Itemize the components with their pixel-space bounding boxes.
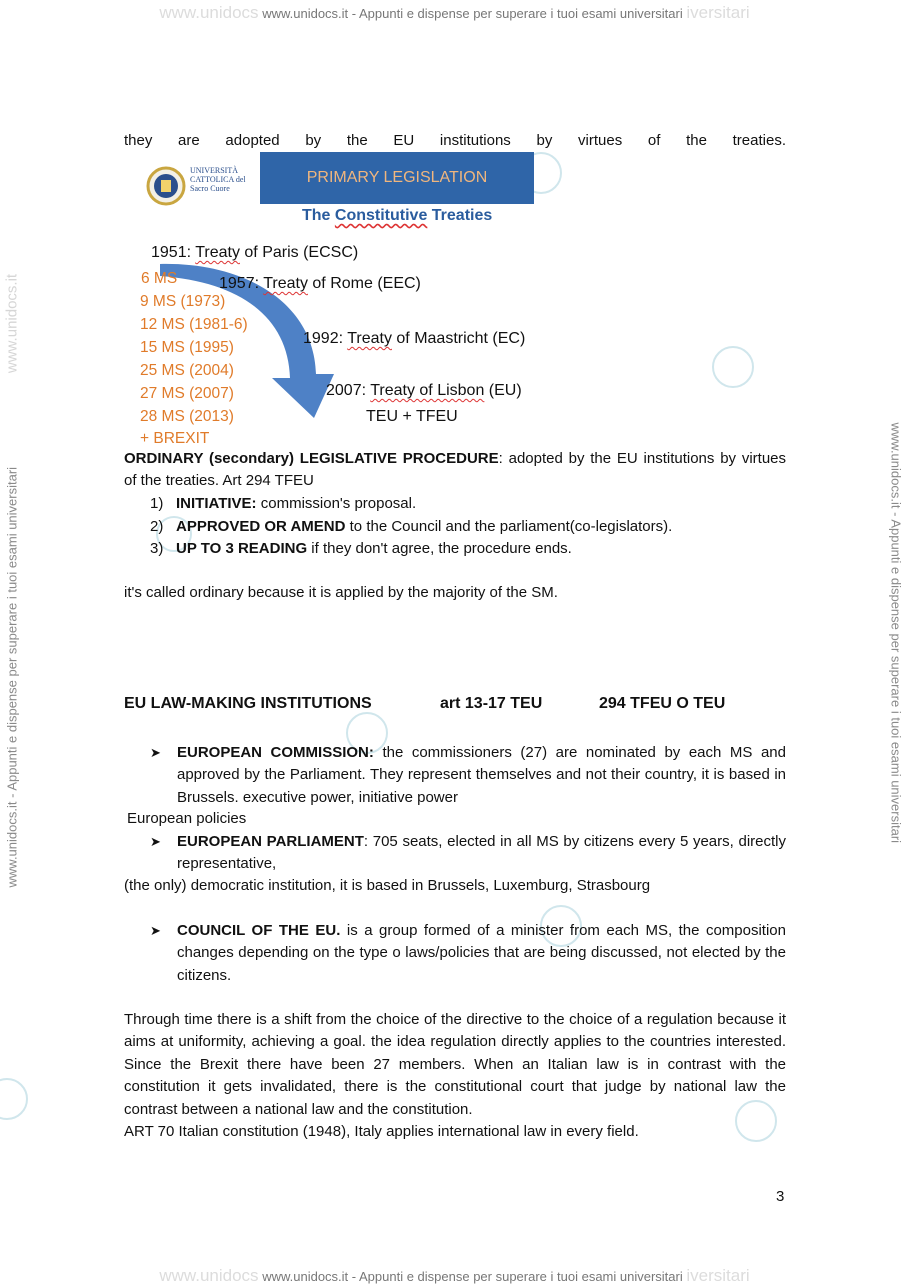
treaty-word: Treaty <box>263 275 308 292</box>
council-bullet <box>150 920 786 987</box>
treaty-rest: of Paris (ECSC) <box>239 244 359 261</box>
procedure-step <box>150 516 672 539</box>
ms-count: 28 MS (2013) <box>140 408 234 425</box>
closing-paragraph: Through time there is a shift from the choice of the directive to the choice of a regulation because it aims at uniformity, achieving a goal. the idea regulation directly applies to the countries interested. Since the Brexit there have been 27 members. When an Italian law is in contrast with the constitution it gets invalidated, there is the constitutional court that judge by national law the contrast between a national law and the constitution. <box>124 1011 786 1118</box>
treaty-rest: of Rome (EEC) <box>307 275 421 292</box>
treaty-year: 2007: <box>326 382 371 399</box>
right-side-watermark <box>889 423 904 883</box>
commission-text: the commissioners (27) are nominated by each MS and approved by the Parliament. They represent themselves and not their country, it is based in Brussels. executive power, initiative power <box>177 744 786 806</box>
step-title: INITIATIVE: <box>176 495 257 512</box>
treaty-year: 1992: <box>303 330 348 347</box>
parliament-after: (the only) democratic institution, it is based in Brussels, Luxemburg, Strasbourg <box>124 877 651 894</box>
page-number: 3 <box>776 1188 785 1205</box>
slide-subtitle-suffix: Treaties <box>427 207 493 224</box>
ms-count: 15 MS (1995) <box>140 339 234 356</box>
step-text: commission's proposal. <box>256 495 417 512</box>
treaty-year: 1951: <box>151 244 196 261</box>
treaty-paris <box>151 244 358 262</box>
treaty-lisbon <box>326 382 522 400</box>
ms-count: 12 MS (1981-6) <box>140 316 248 333</box>
closing-last-line: ART 70 Italian constitution (1948), Italy applies international law in every field. <box>124 1123 639 1140</box>
ms-count: 25 MS (2004) <box>140 362 234 379</box>
procedure-step <box>150 493 672 516</box>
treaty-word: Treaty <box>347 330 392 347</box>
ms-count: + BREXIT <box>140 430 210 447</box>
step-number: 3) <box>150 540 164 557</box>
institutions-ref1: art 13-17 TEU <box>440 695 543 712</box>
step-text: if they don't agree, the procedure ends. <box>307 540 572 557</box>
footer-ghost-right: iversitari <box>686 1266 750 1285</box>
footer-watermark-text: www.unidocs.it - Appunti e dispense per superare i tuoi esami universitari <box>262 1269 683 1284</box>
arrow-bullet-icon: ➤ <box>150 923 161 938</box>
watermark-logo-icon <box>0 1078 28 1120</box>
institutions-heading-row <box>124 695 372 713</box>
watermark-logo-icon <box>712 346 754 388</box>
parliament-text: : 705 seats, elected in all MS by citizens every 5 years, directly representative, <box>177 833 786 873</box>
ordinary-procedure-text: : adopted by the EU institutions by virtues of the treaties. Art 294 TFEU <box>124 450 787 490</box>
treaty-rest: (EU) <box>484 382 522 399</box>
arrow-bullet-icon: ➤ <box>150 834 161 849</box>
ordinary-procedure-heading: ORDINARY (secondary) LEGISLATIVE PROCEDURE <box>124 450 499 467</box>
council-title: COUNCIL OF THE EU. <box>177 922 341 939</box>
council-text: is a group formed of a minister from each MS, the composition changes depending on the type o laws/policies that are being discussed, not elected by the citizens. <box>177 922 786 984</box>
right-side-watermark-text: www.unidocs.it - Appunti e dispense per superare i tuoi esami universitari <box>888 422 904 844</box>
institutions-heading: EU LAW-MAKING INSTITUTIONS <box>124 695 372 712</box>
commission-title: EUROPEAN COMMISSION: <box>177 744 374 761</box>
tfeu-label: TEU + TFEU <box>366 408 458 425</box>
step-number: 1) <box>150 495 164 512</box>
treaty-year: 1957: <box>219 275 264 292</box>
slide-title: PRIMARY LEGISLATION <box>306 169 488 186</box>
footer-watermark <box>0 1266 909 1286</box>
ordinary-note: it's called ordinary because it is applied by the majority of the SM. <box>124 584 558 601</box>
parliament-bullet <box>150 831 786 876</box>
ms-count: 9 MS (1973) <box>140 293 226 310</box>
left-side-ghost <box>4 94 21 554</box>
ms-count: 27 MS (2007) <box>140 385 234 402</box>
commission-after: European policies <box>127 810 247 827</box>
header-ghost-right: iversitari <box>686 3 750 22</box>
commission-bullet <box>150 742 786 809</box>
parliament-title: EUROPEAN PARLIAMENT <box>177 833 364 850</box>
intro-line: they are adopted by the EU institutions by virtues of the treaties. <box>124 132 786 149</box>
university-name: UNIVERSITÀ CATTOLICA del Sacro Cuore <box>190 166 246 193</box>
treaty-word: Treaty of Lisbon <box>370 382 485 399</box>
header-watermark-text: www.unidocs.it - Appunti e dispense per superare i tuoi esami universitari <box>262 6 683 21</box>
header-ghost-left: www.unidocs <box>159 3 259 22</box>
institutions-ref2: 294 TFEU O TEU <box>599 695 726 712</box>
slide-subtitle-underlined: Constitutive <box>334 207 428 224</box>
treaty-rome <box>219 275 421 293</box>
header-watermark <box>0 3 909 23</box>
treaty-maastricht <box>303 330 525 348</box>
ms-count: 6 MS <box>141 270 178 287</box>
ordinary-procedure-paragraph <box>124 448 786 493</box>
procedure-step <box>150 538 672 561</box>
step-title: UP TO 3 READING <box>176 540 308 557</box>
step-text: to the Council and the parliament(co-legislators). <box>345 517 673 535</box>
step-title: APPROVED OR AMEND <box>176 517 346 535</box>
procedure-steps <box>150 493 672 561</box>
arrow-bullet-icon: ➤ <box>150 745 161 760</box>
left-side-ghost-text: www.unidocs.it <box>3 273 21 374</box>
left-side-watermark-text: www.unidocs.it - Appunti e dispense per superare i tuoi esami universitari <box>4 466 20 888</box>
treaty-rest: of Maastricht (EC) <box>391 330 526 347</box>
footer-ghost-left: www.unidocs <box>159 1266 259 1285</box>
treaty-word: Treaty <box>195 244 240 261</box>
primary-legislation-slide <box>124 152 544 452</box>
slide-subtitle-prefix: The <box>302 207 335 224</box>
step-number: 2) <box>150 517 164 535</box>
